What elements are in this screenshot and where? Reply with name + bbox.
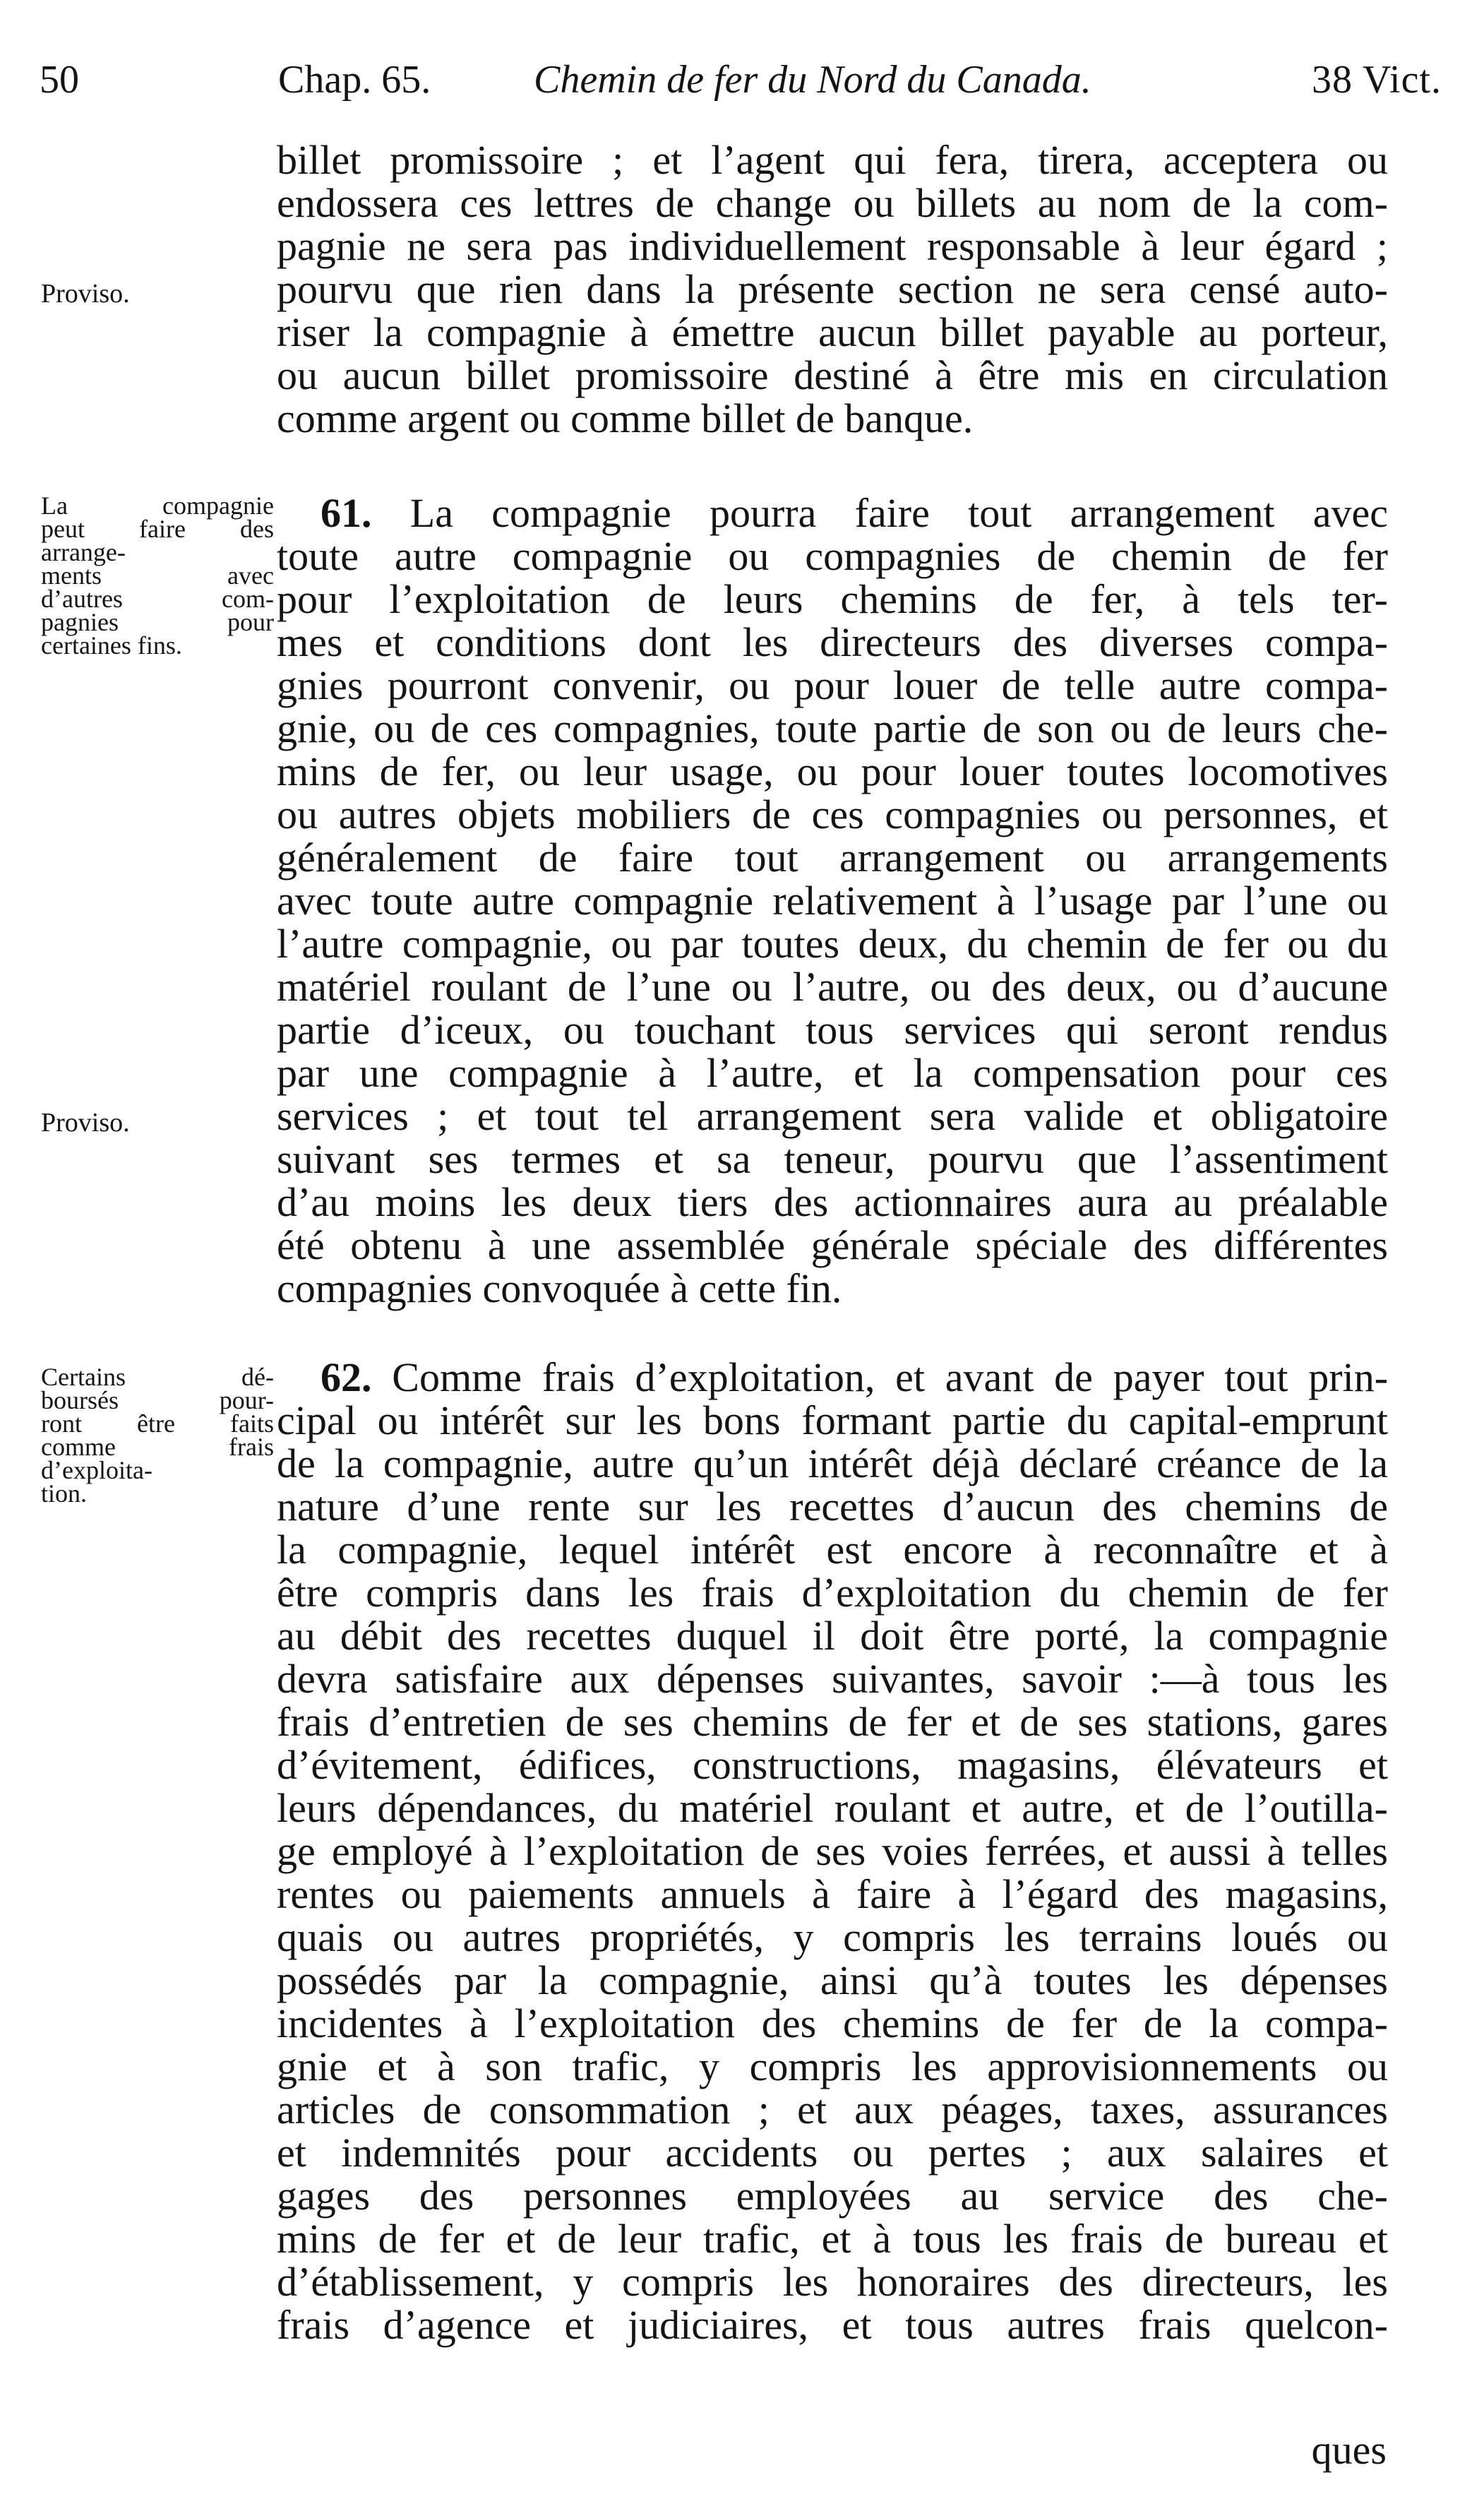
text-line: ge employé à l’exploitation de ses voies ferrées, et aussi à telles [277, 1828, 1388, 1874]
text-line: partie d’iceux, ou touchant tous services qui seront rendus [277, 1007, 1388, 1053]
text-line: frais d’entretien de ses chemins de fer et de ses stations, gares [277, 1699, 1388, 1745]
text-line: services ; et tout tel arrangement sera valide et obligatoire [277, 1093, 1388, 1139]
text-line: d’évitement, édifices, constructions, magasins, élévateurs et [277, 1742, 1388, 1788]
text-line: d’établissement, y compris les honoraires des directeurs, les [277, 2259, 1388, 2305]
chapter-label: Chap. 65. [278, 58, 431, 102]
margin-note-section-61: La compagnie peut faire des arrange- ments avec d’autres com- pagnies pour certaines fins. [41, 491, 274, 660]
text-line: toute autre compagnie ou compagnies de chemin de fer [277, 533, 1388, 579]
text-line: possédés par la compagnie, ainsi qu’à toutes les dépenses [277, 1957, 1388, 2003]
text-line: ou aucun billet promissoire destiné à être mis en circulation [277, 352, 1388, 398]
section-number: 61. [321, 490, 372, 536]
page-number: 50 [40, 58, 79, 102]
running-header [40, 55, 1442, 105]
text-line: mins de fer et de leur trafic, et à tous les frais de bureau et [277, 2216, 1388, 2262]
text-line: d’au moins les deux tiers des actionnaires aura au préalable [277, 1179, 1388, 1225]
text-line: l’autre compagnie, ou par toutes deux, du chemin de fer ou du [277, 921, 1388, 967]
text-line: 61. La compagnie pourra faire tout arrangement avec [277, 491, 1388, 535]
text-line: articles de consommation ; et aux péages, taxes, assurances [277, 2087, 1388, 2132]
margin-note-proviso: Proviso. [41, 279, 130, 309]
running-title: Chemin de fer du Nord du Canada. [534, 58, 1091, 102]
regnal-year: 38 Vict. [1311, 58, 1442, 102]
text-line: devra satisfaire aux dépenses suivantes, savoir :—à tous les [277, 1656, 1388, 1702]
section-62 [277, 1356, 1388, 2346]
text-line: par une compagnie à l’autre, et la compensation pour ces [277, 1050, 1388, 1096]
text-line: nature d’une rente sur les recettes d’aucun des chemins de [277, 1484, 1388, 1529]
text-line: cipal ou intérêt sur les bons formant partie du capital-emprunt [277, 1397, 1388, 1443]
text-line: frais d’agence et judiciaires, et tous autres frais quelcon- [277, 2302, 1388, 2348]
text-line: gnies pourront convenir, ou pour louer de telle autre compa- [277, 662, 1388, 708]
text-line: être compris dans les frais d’exploitation du chemin de fer [277, 1570, 1388, 1616]
margin-note-section-62: Certains dé- boursés pour- ront être faits comme frais d’exploita- tion. [41, 1363, 274, 1508]
catchword: ques [1311, 2427, 1387, 2473]
text-line: gages des personnes employées au service des che- [277, 2173, 1388, 2219]
text-line: incidentes à l’exploitation des chemins de fer de la compa- [277, 2000, 1388, 2046]
section-61 [277, 491, 1388, 1310]
text-line: suivant ses termes et sa teneur, pourvu que l’assentiment [277, 1136, 1388, 1182]
text-line: billet promissoire ; et l’agent qui fera, tirera, acceptera ou [277, 137, 1388, 183]
text-line: ou autres objets mobiliers de ces compagnies ou personnes, et [277, 792, 1388, 837]
text-line: gnie et à son trafic, y compris les approvisionnements ou [277, 2043, 1388, 2089]
paragraph-continuation [277, 138, 1388, 440]
text-line: pagnie ne sera pas individuellement responsable à leur égard ; [277, 223, 1388, 269]
text-line: matériel roulant de l’une ou l’autre, ou des deux, ou d’aucune [277, 964, 1388, 1010]
text-line: endossera ces lettres de change ou billets au nom de la com- [277, 180, 1388, 226]
text-line: riser la compagnie à émettre aucun billet payable au porteur, [277, 309, 1388, 355]
text-line: rentes ou paiements annuels à faire à l’égard des magasins, [277, 1871, 1388, 1917]
text-line: de la compagnie, autre qu’un intérêt déjà déclaré créance de la [277, 1440, 1388, 1486]
text-line: 62. Comme frais d’exploitation, et avant de payer tout prin- [277, 1356, 1388, 1399]
text-line: mes et conditions dont les directeurs des diverses compa- [277, 619, 1388, 665]
text-line: pour l’exploitation de leurs chemins de fer, à tels ter- [277, 576, 1388, 622]
margin-note-proviso: Proviso. [41, 1108, 130, 1138]
text-line: mins de fer, ou leur usage, ou pour louer toutes locomotives [277, 748, 1388, 794]
text-line: généralement de faire tout arrangement ou arrangements [277, 835, 1388, 881]
text-line: au débit des recettes duquel il doit être porté, la compagnie [277, 1613, 1388, 1659]
text-line: été obtenu à une assemblée générale spéciale des différentes [277, 1222, 1388, 1268]
text-line: la compagnie, lequel intérêt est encore à reconnaître et à [277, 1527, 1388, 1573]
text-line: avec toute autre compagnie relativement à l’usage par l’une ou [277, 878, 1388, 924]
text-line: gnie, ou de ces compagnies, toute partie de son ou de leurs che- [277, 705, 1388, 751]
section-number: 62. [321, 1354, 372, 1400]
text-line: comme argent ou comme billet de banque. [277, 395, 974, 441]
text-line: compagnies convoquée à cette fin. [277, 1265, 842, 1311]
text-line: leurs dépendances, du matériel roulant et autre, et de l’outilla- [277, 1785, 1388, 1831]
text-line: pourvu que rien dans la présente section ne sera censé auto- [277, 266, 1388, 312]
text-line: quais ou autres propriétés, y compris les terrains loués ou [277, 1914, 1388, 1960]
text-line: et indemnités pour accidents ou pertes ; aux salaires et [277, 2130, 1388, 2176]
